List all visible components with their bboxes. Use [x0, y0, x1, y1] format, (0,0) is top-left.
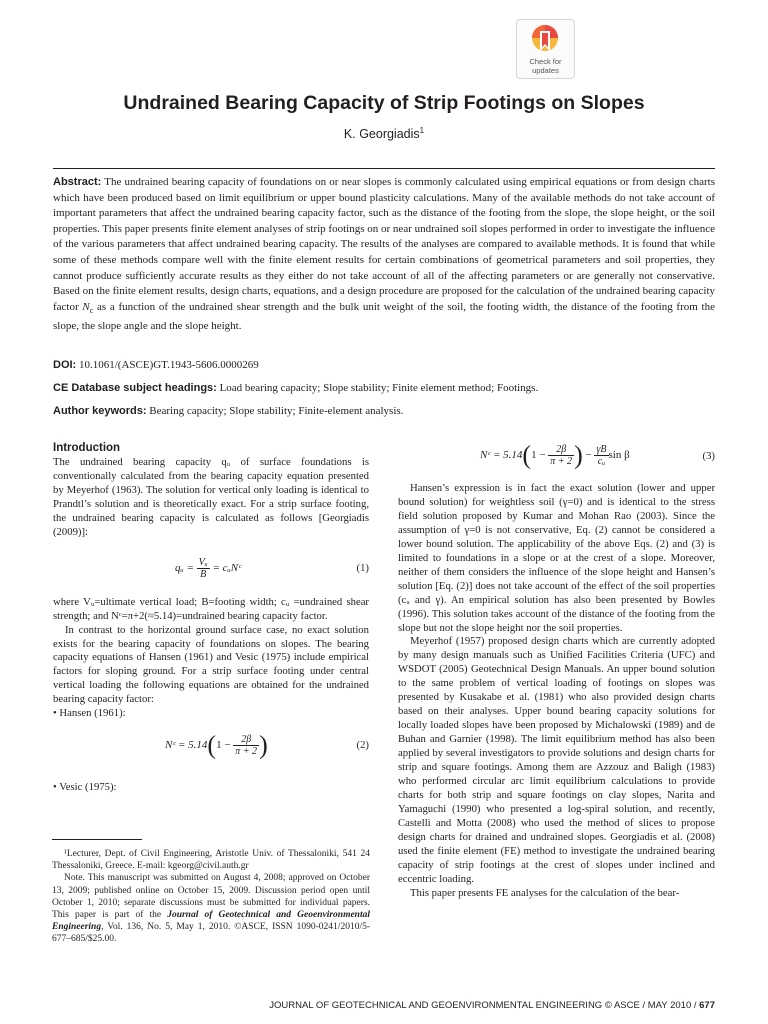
badge-line-2: updates: [532, 66, 559, 75]
abstract: [53, 175, 715, 334]
eq3-den1: π + 2: [550, 456, 573, 467]
footnote-note: Note. This manuscript was submitted on August 4, 2008; approved on October 13, 2009; published online on October 15, 2009. Discussion period open until October 1, 2010; separate discussions must be submitted for individual papers. This paper is part of the Journal of Geotechnical and Geoenvironmental Engineering, Vol. 136, No. 5, May 1, 2010. ©ASCE, ISSN 1090-0241/2010/5-677–685/$25.00.: [52, 873, 370, 945]
page-number: 677: [699, 1000, 715, 1011]
abstract-symbol: N: [82, 300, 90, 313]
footnote-affiliation: ¹Lecturer, Dept. of Civil Engineering, Aristotle Univ. of Thessaloniki, 541 24 Thessaloniki, Greece. E-mail: kgeorg@civil.auth.gr: [52, 849, 370, 872]
eq1-fraction: [197, 557, 210, 580]
page-footer: [269, 1000, 715, 1011]
eq1-number: (1): [356, 561, 369, 574]
abstract-label: Abstract:: [53, 176, 102, 188]
eq3-lhs: Nᶜ = 5.14: [480, 449, 523, 462]
author-keywords-label: Author keywords:: [53, 405, 147, 417]
author-keywords: [53, 404, 715, 418]
footer-journal: JOURNAL OF GEOTECHNICAL AND GEOENVIRONMENTAL ENGINEERING © ASCE / MAY 2010 /: [269, 1000, 700, 1011]
title-rule: [53, 168, 715, 169]
eq2-number: (2): [356, 739, 369, 752]
equation-3: Nᶜ = 5.14(1 − $\frac{2\beta}{\pi + 2}$ ) − $\frac{\gamma B}{\text{cᵤ}}$ sin β (3): [480, 440, 715, 470]
right-paragraph-1: Hansen’s expression is in fact the exact solution (lower and upper bound solution) for weightless soil (γ=0) and is identical to the stress field solution proposed by Kumar and Mohan Rao (2003). Since the assumption of γ=0 is not conservative, Eq. (2) cannot be considered a lower bound solution. The applicability of the above Eqs. (2) and (3) is limited to foundations in a slope or at the crest of a slope. Moreover, neither of them considers the influence of the slope height and Hansen’s solution [Eq. (2)] does not take account of the effect of the soil properties (cᵤ and γ). An empirical solution has also been presented by Bowles (1996). This solution takes account of the distance of the footing from the slope but not the slope height nor the soil properties.: [398, 482, 715, 634]
abstract-symbol-sub: c: [89, 305, 94, 315]
eq3-tail: sin β: [608, 449, 630, 462]
left-column: [53, 442, 369, 795]
eq1-num: Vᵤ: [198, 556, 208, 568]
author: [0, 126, 768, 141]
journal-name: Journal of Geotechnical and Geoenvironmental Engineering: [52, 910, 370, 933]
doi-label: DOI:: [53, 359, 77, 371]
eq3-one: 1 −: [531, 449, 549, 462]
section-heading-introduction: Introduction: [53, 442, 121, 454]
eq1-den: B: [200, 568, 207, 580]
right-paragraph-2: Meyerhof (1957) proposed design charts which are currently adopted by many design manuals such as Unified Facilities Criteria (UFC) and WSDOT (2005) Geotechnical Design Manuals. An upper bound solution to the same problem of vertical loading of footings on slopes was presented by Kusakabe et al. (1981) who also provided design charts based on their analyses. Upper bound bearing capacity solutions for locally loaded slopes have been proposed by Michalowski (1989) and de Buhan and Garnier (1998). The limit equilibrium method has also been applied by several investigators to provide solutions and design charts for strip and square footings. Among them are Azzouz and Baligh (1983) who performed circular arc limit equilibrium calculations to provide charts for both strip and square footings on clay slopes, Narita and Yamaguchi (1990) who presented a log-spiral solution, and recently, Castelli and Motta (2008) who used the method of slices to propose design charts for drained and undrained slopes. Georgiadis et al. (2008) used the finite element (FE) method to investigate the undrained bearing capacity of strip footings at the crest of slopes under inclined and eccentric loading.: [398, 635, 715, 885]
intro-paragraph-1: The undrained bearing capacity qᵤ of surface foundations is conventionally calculated from the bearing capacity equation presented by Meyerhof (1963). The solution for vertical only loading is identical to Prandtl’s solution and is theoretically exact. For a strip surface footing, the undrained bearing capacity is calculated as follows [Georgiadis (2009)]:: [53, 455, 369, 538]
footnotes: [52, 848, 370, 946]
eq3-num1: 2β: [548, 444, 574, 456]
doi-line: [53, 358, 715, 372]
author-mark: 1: [419, 126, 425, 135]
subject-headings-label: CE Database subject headings:: [53, 382, 217, 394]
eq1-lhs: qᵤ =: [175, 561, 197, 574]
bookmark-icon: [531, 24, 559, 56]
abstract-text-2: as a function of the undrained shear strength and the bulk unit weight of the soil, the footing width, the distance of the footing from the slope, the slope angle and the slope height.: [53, 300, 715, 332]
right-column: [398, 440, 715, 901]
abstract-text-1: The undrained bearing capacity of foundations on or near slopes is commonly calculated using empirical equations or from design charts which have been produced based on limit equilibrium or upper bound plasticity calculations. Many of the available methods do not take account of important parameters that affect the undrained bearing capacity factor, such as the distance of the footing from the slope, the slope height, or the soil properties. This paper presents finite element analyses of strip footings on or near undrained soil slopes performed in order to investigate the influence of the various parameters that affect undrained bearing capacity. The results of the analyses are compared to available methods. It is found that while some of these methods compare well with the finite element results for certain combinations of geometrical parameters and soil properties, they cannot produce sufficiently accurate results as they either do not take account of all of the affecting parameters or are generally not conservative. Based on the finite element results, design charts, equations, and a design procedure are proposed for the calculation of the undrained bearing capacity factor: [53, 176, 715, 313]
doi-link[interactable]: 10.1061/(ASCE)GT.1943-5606.0000269: [76, 359, 259, 371]
eq2-one: 1 −: [216, 739, 234, 752]
author-name: K. Georgiadis: [343, 127, 420, 142]
intro-paragraph-2: where Vᵤ=ultimate vertical load; B=footing width; cᵤ =undrained shear strength; and Nᶜ=π+2(≈5.14)=undrained bearing capacity factor.: [53, 595, 369, 622]
check-for-updates-badge[interactable]: [516, 19, 575, 79]
paper-title: Undrained Bearing Capacity of Strip Footings on Slopes: [123, 92, 645, 114]
bullet-hansen: • Hansen (1961):: [53, 707, 126, 720]
right-paragraph-3: This paper presents FE analyses for the calculation of the bear-: [410, 886, 680, 899]
bullet-vesic: • Vesic (1975):: [53, 781, 117, 794]
eq3-num2: γB: [596, 444, 607, 455]
badge-line-1: Check for: [529, 57, 562, 66]
eq3-minus: −: [582, 449, 595, 462]
equation-2: Nᶜ = 5.14(1 − $\frac{2\beta}{\pi + 2}$ ) (2): [165, 730, 369, 760]
eq1-rhs: = cᵤNᶜ: [212, 561, 241, 574]
eq3-den2: cᵤ: [597, 456, 606, 467]
author-keywords-value: Bearing capacity; Slope stability; Finite-element analysis.: [146, 405, 404, 417]
eq3-number: (3): [702, 450, 715, 462]
eq3-fraction-1: [548, 444, 574, 467]
eq2-lhs: Nᶜ = 5.14: [165, 739, 208, 752]
eq2-num: 2β: [233, 734, 259, 746]
intro-paragraph-3: In contrast to the horizontal ground surface case, no exact solution exists for the bearing capacity of foundations on slopes. The bearing capacity equations of Hansen (1961) and Vesic (1975) include empirical factors for sloping ground. For a strip surface footing under central vertical loading the following equations are obtained for the undrained bearing capacity factor:: [53, 623, 369, 706]
subject-headings: [53, 381, 715, 395]
eq2-den: π + 2: [235, 746, 258, 758]
eq2-fraction: [233, 734, 259, 757]
subject-headings-value: Load bearing capacity; Slope stability; Finite element method; Footings.: [216, 382, 539, 394]
eq3-fraction-2: [594, 444, 608, 467]
footnote-separator: [52, 839, 142, 840]
equation-1: [53, 554, 369, 584]
